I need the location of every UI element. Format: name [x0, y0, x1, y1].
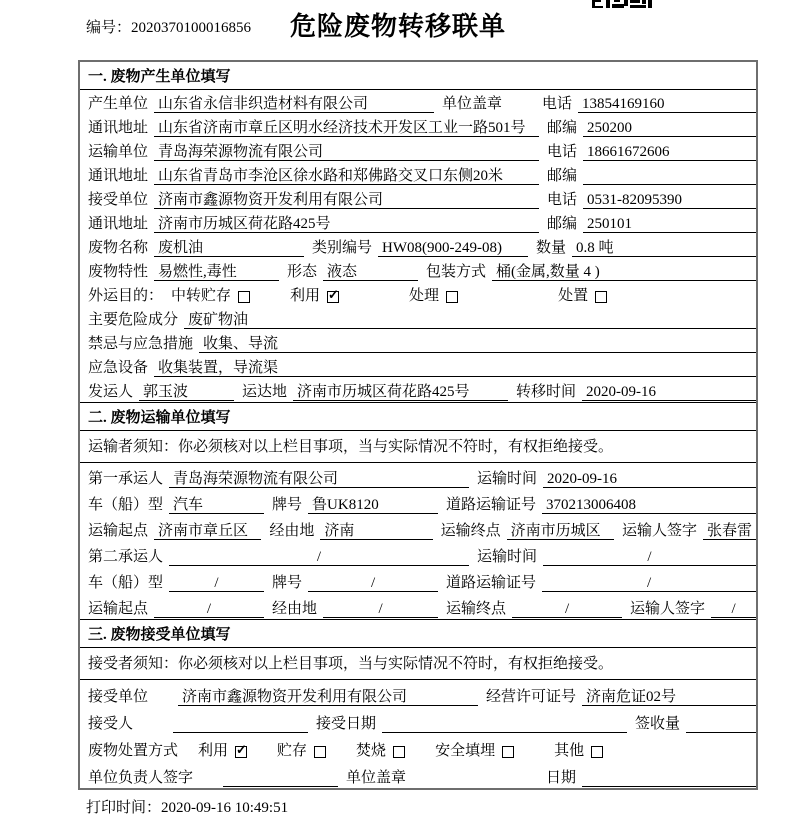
waste-name-label: 废物名称 — [88, 240, 149, 256]
option-label: 其他 — [554, 743, 585, 759]
carrier2-signature-value: / — [711, 600, 756, 618]
transfer-time-label: 转移时间 — [516, 384, 577, 400]
route2-end-value: / — [512, 600, 622, 618]
option-label: 贮存 — [277, 743, 308, 759]
emergency-equipment-value: 收集装置，导流渠 — [154, 359, 756, 377]
purpose-option-utilize — [290, 287, 339, 305]
page-title: 危险废物转移联单 — [289, 12, 506, 41]
emergency-measures-value: 收集、导流 — [199, 335, 756, 353]
row-transporter-unit — [80, 138, 756, 162]
row-waste-traits — [80, 258, 756, 282]
producer-address-label: 通讯地址 — [88, 120, 149, 136]
form-body — [78, 60, 758, 790]
row-vehicle-1 — [80, 489, 756, 515]
waste-traits-value: 易燃性,毒性 — [154, 263, 279, 281]
row-accept-unit — [80, 680, 756, 707]
transport-time2-value: / — [543, 548, 756, 566]
route2-via-label: 经由地 — [272, 601, 318, 617]
transport-time2-label: 运输时间 — [477, 549, 538, 565]
second-carrier-value: / — [169, 548, 469, 566]
transport-time-value: 2020-09-16 — [543, 470, 756, 488]
disposal-option-landfill — [435, 742, 514, 760]
option-label: 中转贮存 — [171, 288, 232, 304]
route2-start-value: / — [154, 600, 264, 618]
checkbox-icon — [595, 291, 607, 303]
producer-phone-label: 电话 — [542, 96, 573, 112]
row-waste-name — [80, 234, 756, 258]
destination-value: 济南市历城区荷花路425号 — [293, 383, 508, 401]
disposal-option-other — [554, 742, 603, 760]
transporter-unit-value: 青岛海荣源物流有限公司 — [154, 143, 539, 161]
packing-value: 桶(金属,数量 4 ) — [492, 263, 756, 281]
route-end-label: 运输终点 — [440, 523, 501, 539]
waste-code-label: 类别编号 — [312, 240, 373, 256]
option-label: 处理 — [409, 288, 440, 304]
checkbox-icon — [327, 291, 339, 303]
receiver-phone-value: 0531-82095390 — [583, 191, 756, 209]
packing-label: 包装方式 — [426, 264, 487, 280]
row-producer-address — [80, 114, 756, 138]
checkbox-icon — [591, 746, 603, 758]
receiver-address-label: 通讯地址 — [88, 216, 149, 232]
option-label: 安全填埋 — [435, 743, 496, 759]
checkbox-icon — [502, 746, 514, 758]
plate-value: 鲁UK8120 — [308, 496, 438, 514]
transporter-phone-label: 电话 — [547, 144, 578, 160]
first-carrier-label: 第一承运人 — [88, 471, 164, 487]
checkbox-icon — [446, 291, 458, 303]
hazard-components-value: 废矿物油 — [184, 311, 756, 329]
row-emergency-equipment — [80, 354, 756, 378]
row-route-1 — [80, 515, 756, 541]
option-label: 利用 — [198, 743, 229, 759]
disposal-option-storage — [277, 742, 326, 760]
purpose-option-treat — [409, 287, 458, 305]
receiver-notice: 接受者须知：你必须核对以上栏目事项，当与实际情况不符时，有权拒绝接受。 — [80, 648, 756, 680]
carrier-signature-label: 运输人签字 — [621, 523, 697, 539]
section-producer — [80, 62, 756, 402]
row-emergency-measures — [80, 330, 756, 354]
responsible-signature-label: 单位负责人签字 — [88, 770, 194, 786]
transfer-time-value: 2020-09-16 — [582, 383, 756, 401]
section-receiver — [80, 619, 756, 788]
checkbox-icon — [238, 291, 250, 303]
route-via-value: 济南 — [320, 522, 432, 540]
destination-label: 运达地 — [242, 384, 288, 400]
section-transport — [80, 402, 756, 619]
carrier2-signature-label: 运输人签字 — [630, 601, 706, 617]
unit-seal-label: 单位盖章 — [442, 96, 503, 112]
row-hazard-components — [80, 306, 756, 330]
producer-address-value: 山东省济南市章丘区明水经济技术开发区工业一路501号 — [154, 119, 539, 137]
row-receiver-unit — [80, 186, 756, 210]
accept-person-label: 接受人 — [88, 716, 134, 732]
road-permit-value: 370213006408 — [542, 496, 756, 514]
transporter-zip-value — [583, 167, 756, 185]
receiver-unit-label: 接受单位 — [88, 192, 149, 208]
row-receiver-address — [80, 210, 756, 234]
receiver-unit-value: 济南市鑫源物资开发利用有限公司 — [154, 191, 539, 209]
vehicle-type2-value: / — [169, 574, 264, 592]
waste-code-value: HW08(900-249-08) — [378, 239, 528, 257]
transporter-notice: 运输者须知：你必须核对以上栏目事项，当与实际情况不符时，有权拒绝接受。 — [80, 431, 756, 463]
vehicle-type-label: 车（船）型 — [88, 497, 164, 513]
accept-date-label: 接受日期 — [316, 716, 377, 732]
road-permit2-value: / — [542, 574, 756, 592]
unit-seal2-label: 单位盖章 — [346, 770, 407, 786]
transport-time-label: 运输时间 — [477, 471, 538, 487]
row-transporter-address — [80, 162, 756, 186]
receiver-zip-value: 250101 — [583, 215, 756, 233]
section3-header: 三. 废物接受单位填写 — [80, 619, 756, 648]
route-via-label: 经由地 — [269, 523, 315, 539]
route-start-label: 运输起点 — [88, 523, 149, 539]
section1-header: 一. 废物产生单位填写 — [80, 62, 756, 90]
checkbox-icon — [393, 746, 405, 758]
plate-label: 牌号 — [272, 497, 303, 513]
carrier-signature-value: 张春雷 — [703, 522, 756, 540]
first-carrier-value: 青岛海荣源物流有限公司 — [169, 470, 469, 488]
hazard-components-label: 主要危险成分 — [88, 312, 179, 328]
emergency-measures-label: 禁忌与应急措施 — [88, 336, 194, 352]
transporter-zip-label: 邮编 — [547, 168, 578, 184]
route2-via-value: / — [323, 600, 438, 618]
plate2-value: / — [308, 574, 438, 592]
row-vehicle-2 — [80, 567, 756, 593]
shipper-label: 发运人 — [88, 384, 134, 400]
waste-quantity-value: 0.8 吨 — [572, 239, 756, 257]
option-label: 利用 — [290, 288, 321, 304]
row-first-carrier — [80, 463, 756, 489]
route2-end-label: 运输终点 — [446, 601, 507, 617]
accept-person-value — [173, 715, 308, 733]
row-transfer-purpose — [80, 282, 756, 306]
received-amount-label: 签收量 — [635, 716, 681, 732]
transporter-phone-value: 18661672606 — [583, 143, 756, 161]
waste-form-label: 形态 — [287, 264, 318, 280]
serial-value: 2020370100016856 — [131, 20, 252, 36]
checkbox-icon — [314, 746, 326, 758]
road-permit2-label: 道路运输证号 — [446, 575, 537, 591]
road-permit-label: 道路运输证号 — [446, 497, 537, 513]
purpose-option-dispose — [558, 287, 607, 305]
receiver-address-value: 济南市历城区荷花路425号 — [154, 215, 539, 233]
transporter-address-label: 通讯地址 — [88, 168, 149, 184]
qr-code-fragment-icon — [592, 0, 652, 8]
date-label: 日期 — [546, 770, 577, 786]
receiver-zip-label: 邮编 — [547, 216, 578, 232]
receiver-phone-label: 电话 — [547, 192, 578, 208]
row-accept-person — [80, 707, 756, 734]
print-time — [86, 796, 796, 817]
vehicle-type-value: 汽车 — [169, 496, 264, 514]
print-time-label: 打印时间： — [86, 800, 162, 816]
license-value: 济南危证02号 — [582, 688, 756, 706]
purpose-option-storage — [171, 287, 250, 305]
disposal-method-label: 废物处置方式 — [88, 743, 179, 759]
section2-header: 二. 废物运输单位填写 — [80, 402, 756, 431]
accept-date-value — [382, 715, 627, 733]
row-shipper — [80, 378, 756, 402]
producer-zip-value: 250200 — [583, 119, 756, 137]
plate2-label: 牌号 — [272, 575, 303, 591]
row-disposal-method — [80, 734, 756, 761]
option-label: 处置 — [558, 288, 589, 304]
row-responsible-signature — [80, 761, 756, 788]
print-time-value: 2020-09-16 10:49:51 — [161, 800, 289, 816]
producer-phone-value: 13854169160 — [578, 95, 756, 113]
waste-name-value: 废机油 — [154, 239, 304, 257]
route2-start-label: 运输起点 — [88, 601, 149, 617]
producer-unit-label: 产生单位 — [88, 96, 149, 112]
waste-traits-label: 废物特性 — [88, 264, 149, 280]
shipper-value: 郭玉波 — [139, 383, 234, 401]
received-amount-value — [686, 715, 756, 733]
row-route-2 — [80, 593, 756, 619]
responsible-signature-value — [223, 769, 338, 787]
form-header — [0, 0, 796, 60]
date-value — [582, 769, 756, 787]
route-end-value: 济南市历城区 — [507, 522, 614, 540]
license-label: 经营许可证号 — [486, 689, 577, 705]
waste-form-value: 液态 — [323, 263, 418, 281]
route-start-value: 济南市章丘区 — [154, 522, 261, 540]
vehicle-type2-label: 车（船）型 — [88, 575, 164, 591]
serial-label: 编号： — [86, 20, 132, 36]
option-label: 焚烧 — [356, 743, 387, 759]
accept-unit-label: 接受单位 — [88, 689, 149, 705]
transfer-purpose-label: 外运目的： — [88, 288, 164, 304]
emergency-equipment-label: 应急设备 — [88, 360, 149, 376]
second-carrier-label: 第二承运人 — [88, 549, 164, 565]
checkbox-icon — [235, 746, 247, 758]
transporter-unit-label: 运输单位 — [88, 144, 149, 160]
producer-unit-value: 山东省永信非织造材料有限公司 — [154, 95, 434, 113]
disposal-option-utilize — [198, 742, 247, 760]
waste-quantity-label: 数量 — [536, 240, 567, 256]
disposal-option-incinerate — [356, 742, 405, 760]
row-second-carrier — [80, 541, 756, 567]
producer-zip-label: 邮编 — [547, 120, 578, 136]
row-producer-unit — [80, 90, 756, 114]
transporter-address-value: 山东省青岛市李沧区徐水路和郑佛路交叉口东侧20米 — [154, 167, 539, 185]
accept-unit-value: 济南市鑫源物资开发利用有限公司 — [178, 688, 478, 706]
